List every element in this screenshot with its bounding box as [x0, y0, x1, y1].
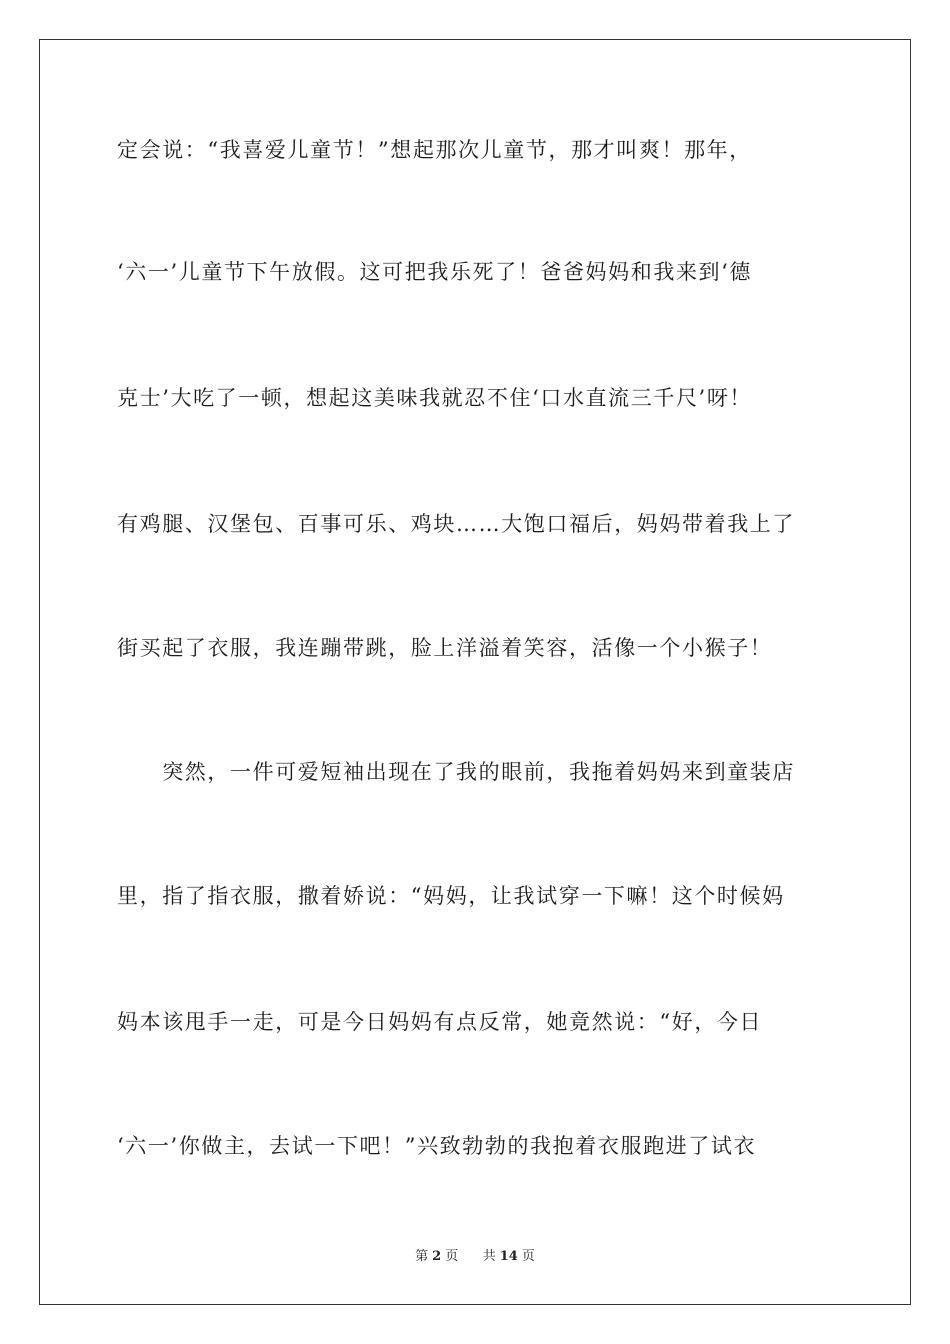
text-line-1: 定会说：“我喜爱儿童节！”想起那次儿童节，那才叫爽！那年，	[117, 138, 752, 162]
text-line-5: 街买起了衣服，我连蹦带跳，脸上洋溢着笑容，活像一个小猴子！	[117, 636, 773, 660]
text-line-3: 克士’大吃了一顿，想起这美味我就忍不住‘口水直流三千尺’呀！	[117, 386, 753, 410]
text-line-7: 里，指了指衣服，撒着娇说：“妈妈，让我试穿一下嘛！这个时候妈	[117, 884, 785, 908]
text-line-2: ‘六一’儿童节下午放假。这可把我乐死了！爸爸妈妈和我来到‘德	[117, 260, 753, 284]
page-border	[39, 39, 911, 1305]
text-line-4: 有鸡腿、汉堡包、百事可乐、鸡块……大饱口福后，妈妈带着我上了	[117, 512, 795, 536]
page-indicator	[413, 1249, 460, 1264]
page-prefix: 第	[415, 1249, 429, 1264]
page-footer	[0, 1248, 950, 1266]
total-pages: 14	[499, 1249, 518, 1264]
text-line-6: 突然，一件可爱短袖出现在了我的眼前，我拖着妈妈来到童装店	[117, 760, 795, 784]
page-suffix: 页	[445, 1249, 459, 1264]
total-suffix: 页	[521, 1249, 535, 1264]
text-line-9: ‘六一’你做主，去试一下吧！”兴致勃勃的我抱着衣服跑进了试衣	[117, 1134, 757, 1158]
total-prefix: 共	[482, 1249, 496, 1264]
page-number: 2	[432, 1249, 442, 1264]
text-line-8: 妈本该甩手一走，可是今日妈妈有点反常，她竟然说：“好，今日	[117, 1010, 763, 1034]
total-indicator	[481, 1249, 537, 1264]
